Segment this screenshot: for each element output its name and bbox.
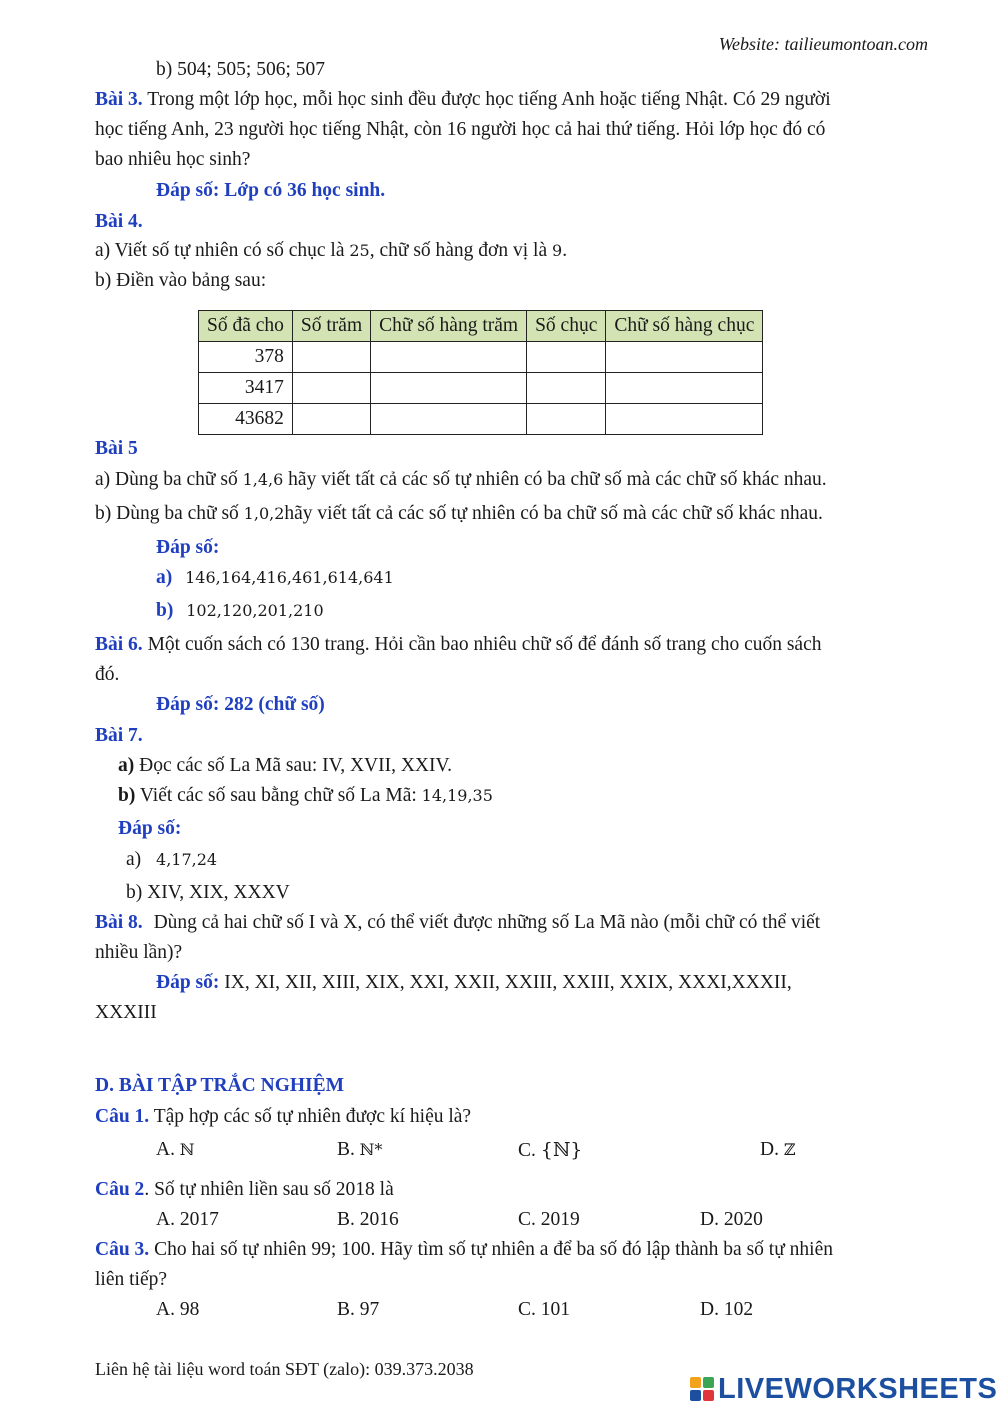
table-cell-blank[interactable] [527,404,606,435]
table-cell-blank[interactable] [292,373,370,404]
cau1-question [95,1106,471,1128]
cau3-option-c[interactable]: C. 101 [518,1299,571,1320]
bai7-b [118,785,493,807]
cau1-option-a[interactable] [156,1139,194,1161]
table-cell-blank[interactable] [292,404,370,435]
bai3-line1 [95,89,831,111]
table-header: Số trăm [292,311,370,342]
cau3-option-b[interactable]: B. 97 [337,1299,380,1320]
cau3-question-line2: liên tiếp? [95,1269,168,1290]
bai5-b-digits: 1,0,2 [243,504,285,523]
logo-square [690,1390,701,1401]
logo-square [690,1377,701,1388]
cau2-question [95,1179,394,1201]
bai5-label: Bài 5 [95,438,138,459]
bai6-text1: Một cuốn sách có 130 trang. Hỏi cần bao nhiêu chữ số để đánh số trang cho cuốn sách [147,634,822,655]
bai6-line2: đó. [95,664,120,685]
table-cell-blank[interactable] [606,373,763,404]
bai7-b-label: b) [118,785,136,806]
bai5-a-post: hãy viết tất cả các số tự nhiên có ba chữ số mà các chữ số khác nhau. [288,469,827,490]
bai5-ans-a-label: a) [156,567,173,588]
option-key: A. [156,1139,175,1160]
footer-contact: Liên hệ tài liệu word toán SĐT (zalo): 039.373.2038 [95,1359,474,1379]
bai7-ans-a [126,849,217,871]
bai5-b-pre: b) Dùng ba chữ số [95,503,239,524]
bai7-b-nums: 14,19,35 [421,786,493,805]
cau1-option-d[interactable] [760,1139,796,1161]
bai7-a-text: Đọc các số La Mã sau: IV, XVII, XXIV. [139,755,452,776]
table-cell-blank[interactable] [371,342,527,373]
table-cell-given: 378 [199,342,293,373]
cau2-label: Câu 2 [95,1179,145,1200]
table-header: Chữ số hàng trăm [371,311,527,342]
bai8-label: Bài 8. [95,912,143,933]
table-row [199,404,763,435]
table-cell-blank[interactable] [527,373,606,404]
bai7-ans-a-label: a) [126,849,142,870]
bai4-a-pre: a) Viết số tự nhiên có số chục là [95,240,345,261]
bai3-line2: học tiếng Anh, 23 người học tiếng Nhật, còn 16 người học cả hai thứ tiếng. Hỏi lớp học đó có [95,119,826,140]
cau2-text: . Số tự nhiên liền sau số 2018 là [144,1179,394,1200]
table-cell-blank[interactable] [371,373,527,404]
table-cell-blank[interactable] [606,404,763,435]
table-row [199,373,763,404]
bai5-ans-b [156,600,324,622]
cau2-option-b[interactable]: B. 2016 [337,1209,399,1230]
cau3-text1: Cho hai số tự nhiên 99; 100. Hãy tìm số tự nhiên a để ba số đó lập thành ba số tự nhiên [154,1239,833,1260]
cau3-question-line1 [95,1239,833,1261]
bai8-answer-line2: XXXIII [95,1002,157,1023]
table-header: Chữ số hàng chục [606,311,763,342]
option-value: {ℕ} [540,1139,583,1161]
bai4-a-mid: , chữ số hàng đơn vị là [369,240,548,261]
bai5-a [95,469,827,491]
bai8-line1 [95,912,820,934]
bai5-b [95,503,823,525]
bai8-answer-text1: IX, XI, XII, XIII, XIX, XXI, XXII, XXIII, XXIII, XXIX, XXXI,XXXII, [224,972,792,993]
bai4-a-num1: 25 [349,241,370,260]
bai4-a [95,240,567,262]
bai6-line1 [95,634,822,656]
bai8-text1: Dùng cả hai chữ số I và X, có thể viết được những số La Mã nào (mỗi chữ có thể viết [153,912,821,933]
option-key: D. [760,1139,779,1160]
bai5-ans-a-values: 146,164,416,461,614,641 [185,568,394,587]
bai7-a [118,755,452,777]
table-cell-blank[interactable] [371,404,527,435]
bai7-ans-b: b) XIV, XIX, XXXV [126,882,290,903]
bai8-answer [156,972,792,994]
website-header: Website: tailieumontoan.com [718,34,928,54]
bai5-b-post: hãy viết tất cả các số tự nhiên có ba chữ số mà các chữ số khác nhau. [284,503,823,524]
table-cell-given: 43682 [199,404,293,435]
bai5-a-pre: a) Dùng ba chữ số [95,469,238,490]
logo-text: LIVEWORKSHEETS [718,1372,998,1405]
option-value: ℕ* [359,1140,383,1159]
bai7-label: Bài 7. [95,725,143,746]
bai3-text1: Trong một lớp học, mỗi học sinh đều được học tiếng Anh hoặc tiếng Nhật. Có 29 người [147,89,831,110]
table-header: Số chục [527,311,606,342]
table-cell-blank[interactable] [292,342,370,373]
table-cell-blank[interactable] [527,342,606,373]
bai8-answer-label: Đáp số: [156,972,220,993]
bai7-answer-label: Đáp số: [118,818,182,839]
bai5-answer-label: Đáp số: [156,537,220,558]
cau2-option-c[interactable]: C. 2019 [518,1209,580,1230]
bai3-answer: Đáp số: Lớp có 36 học sinh. [156,180,386,201]
option-key: B. [337,1139,355,1160]
bai3-line3: bao nhiêu học sinh? [95,149,251,170]
logo-square [703,1377,714,1388]
cau2-option-d[interactable]: D. 2020 [700,1209,763,1230]
bai7-a-label: a) [118,755,135,776]
bai4-a-end: . [562,240,568,261]
bai5-ans-b-values: 102,120,201,210 [186,601,324,620]
table-cell-given: 3417 [199,373,293,404]
bai5-ans-a [156,567,394,589]
liveworksheets-logo[interactable] [690,1370,997,1408]
bai5-ans-b-label: b) [156,600,174,621]
bai4-label: Bài 4. [95,211,143,232]
cau3-label: Câu 3. [95,1239,150,1260]
bai3-label: Bài 3. [95,89,143,110]
fill-table [198,310,763,435]
bai8-line2: nhiều lần)? [95,942,183,963]
cau1-option-b[interactable] [337,1139,382,1161]
logo-square [703,1390,714,1401]
bai7-b-text: Viết các số sau bằng chữ số La Mã: [139,785,417,806]
cau1-option-c[interactable] [518,1139,582,1162]
bai6-label: Bài 6. [95,634,143,655]
logo-squares-icon [690,1377,714,1401]
section-d-heading: D. BÀI TẬP TRẮC NGHIỆM [95,1075,345,1096]
bai4-a-num2: 9 [552,241,563,260]
cau1-label: Câu 1. [95,1106,150,1127]
cau2-option-a[interactable]: A. 2017 [156,1209,219,1230]
cau3-option-d[interactable]: D. 102 [700,1299,754,1320]
table-header: Số đã cho [199,311,293,342]
bai4-b: b) Điền vào bảng sau: [95,270,267,291]
table-header-row [199,311,763,342]
bai6-answer: Đáp số: 282 (chữ số) [156,694,325,715]
cau3-option-a[interactable]: A. 98 [156,1299,200,1320]
table-cell-blank[interactable] [606,342,763,373]
bai7-ans-a-values: 4,17,24 [156,850,218,869]
bai5-a-digits: 1,4,6 [242,470,284,489]
option-value: ℕ [179,1140,195,1159]
table-row [199,342,763,373]
cau1-text: Tập hợp các số tự nhiên được kí hiệu là? [153,1106,472,1127]
option-value: ℤ [783,1140,796,1159]
prev-answer-b: b) 504; 505; 506; 507 [156,59,325,80]
option-key: C. [518,1140,536,1161]
